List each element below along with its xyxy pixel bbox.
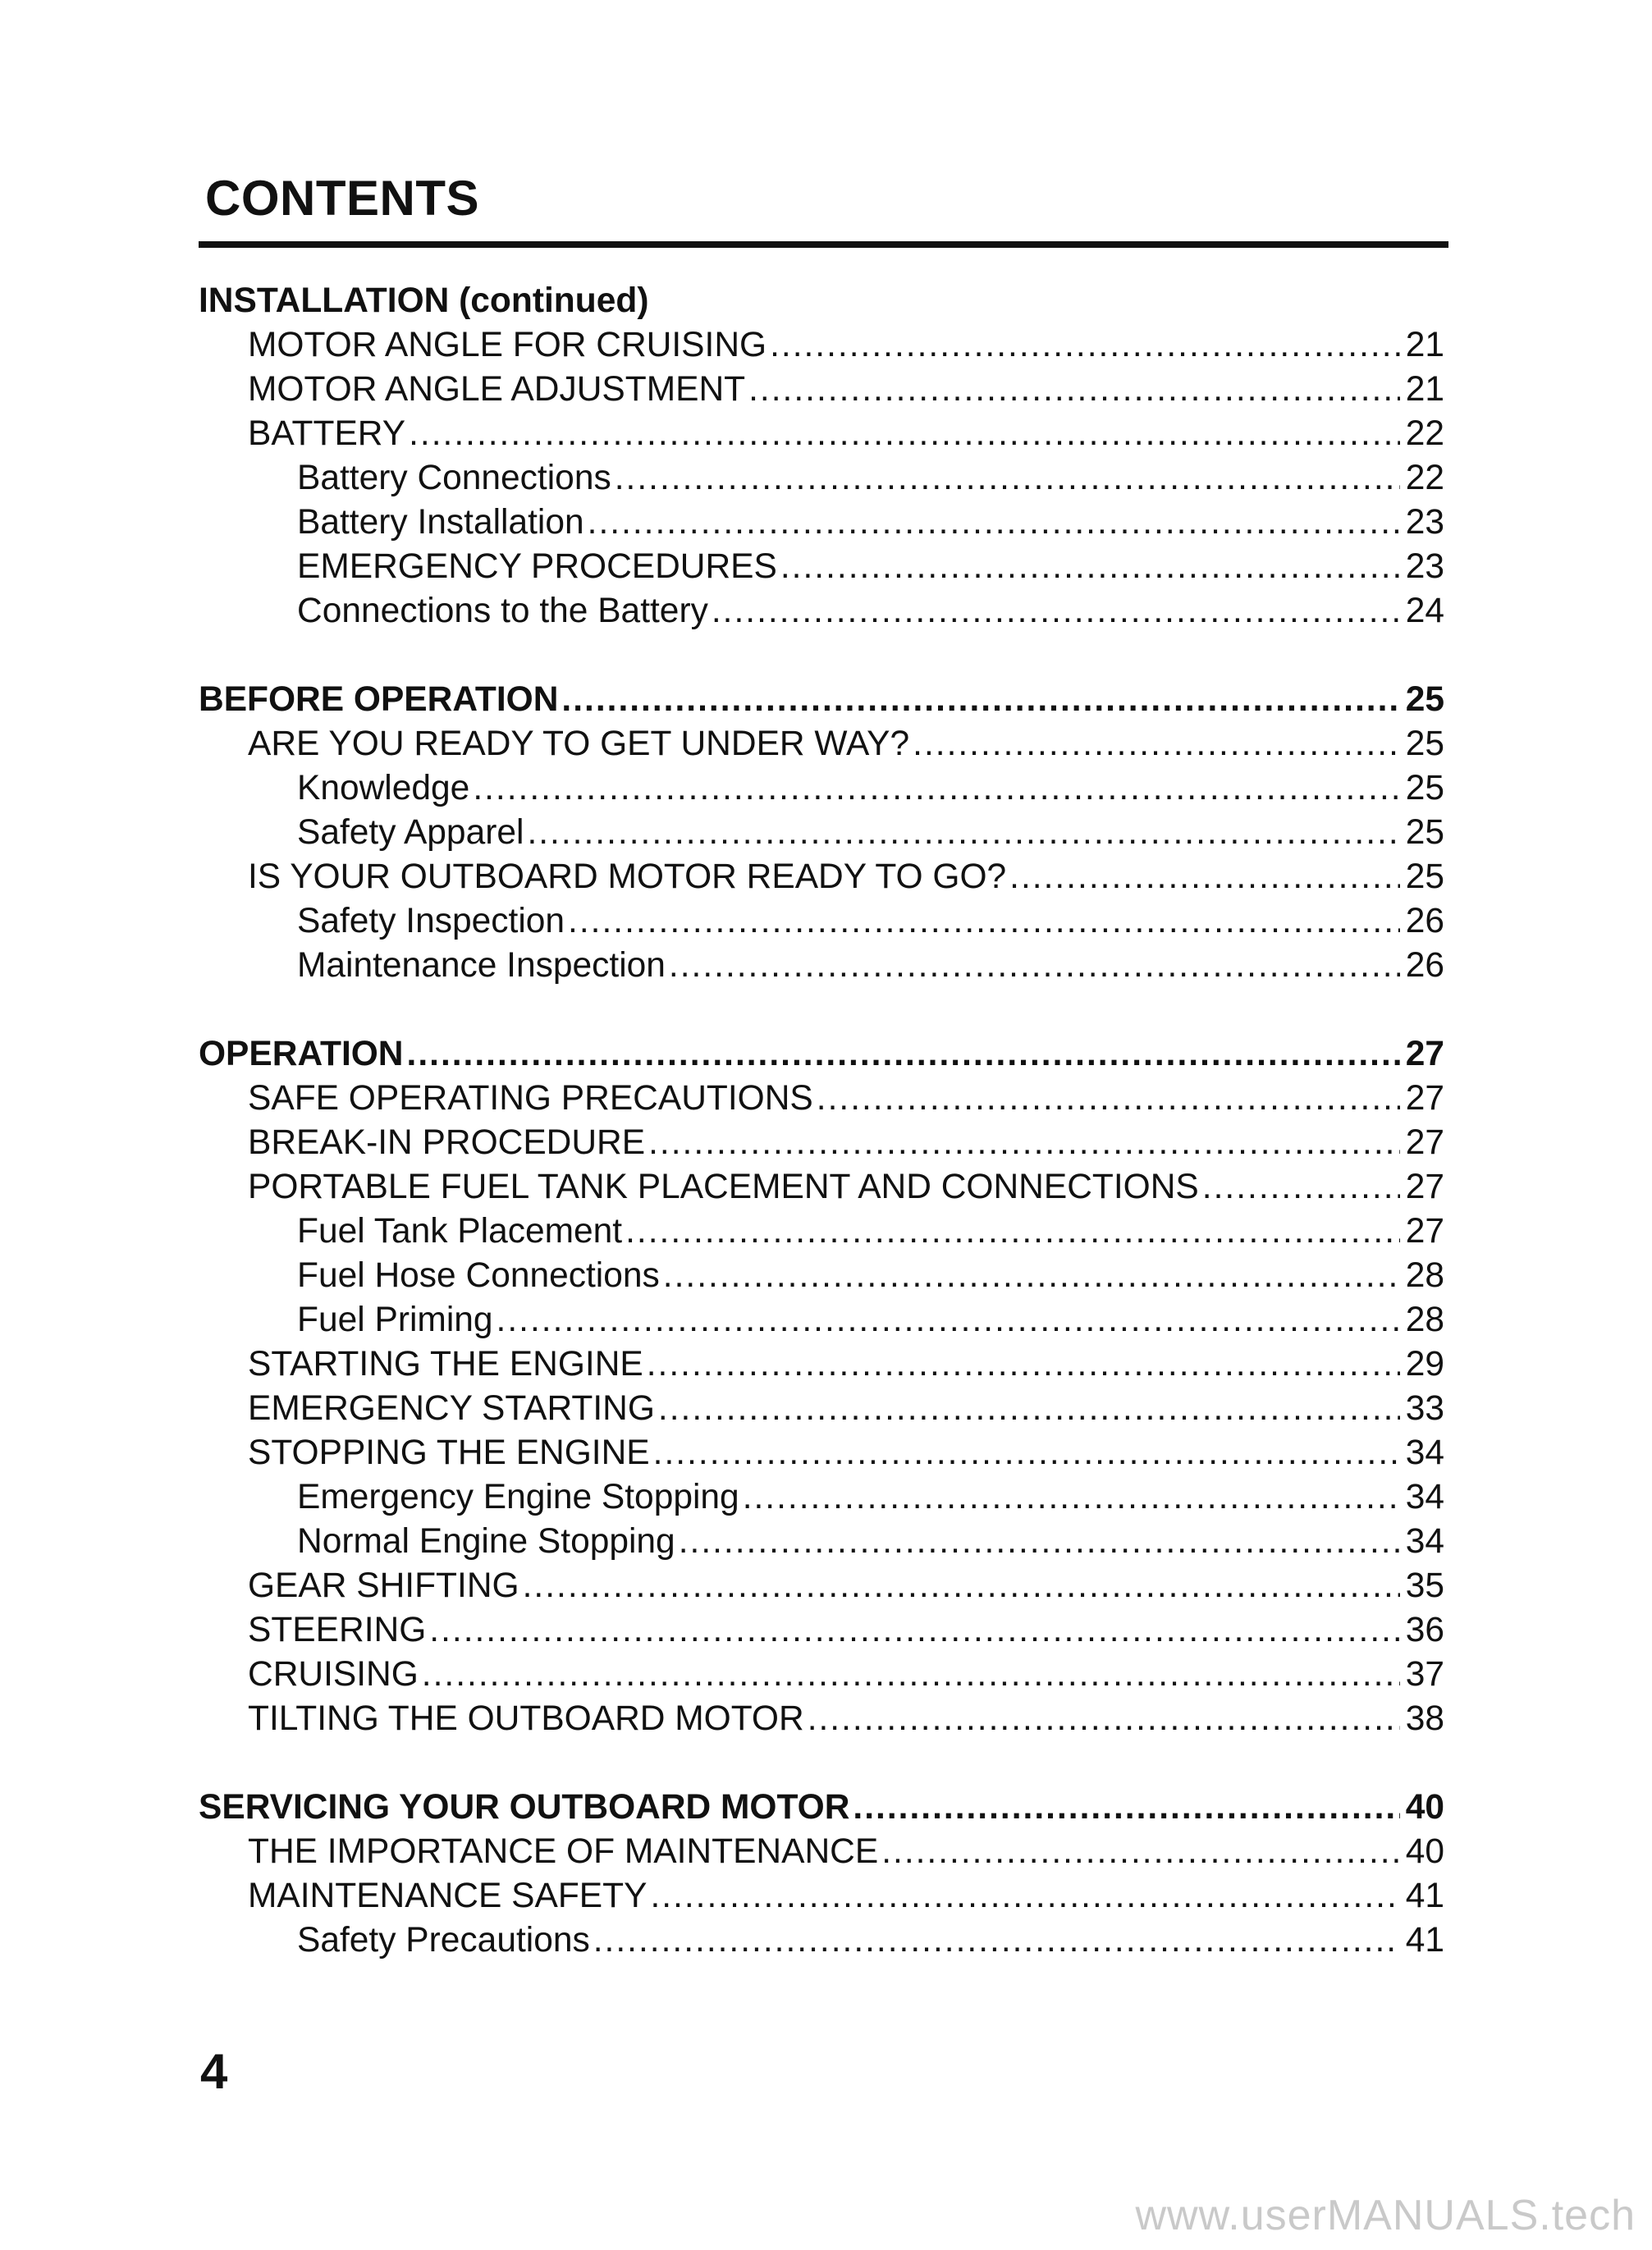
toc-entry-label: Fuel Hose Connections (297, 1256, 660, 1295)
toc-entry-page: 25 (1405, 769, 1444, 807)
dot-leader (1202, 1165, 1400, 1210)
watermark: www.userMANUALS.tech (1135, 2192, 1636, 2239)
toc-entry[interactable] (199, 1165, 1444, 1210)
toc-entry-label: Fuel Tank Placement (297, 1212, 623, 1251)
dot-leader (770, 323, 1400, 368)
toc-entry[interactable] (199, 1431, 1444, 1475)
toc-entry-label: MAINTENANCE SAFETY (248, 1877, 648, 1915)
toc-entry[interactable] (199, 944, 1444, 988)
toc-entry-page: 41 (1405, 1921, 1444, 1960)
toc-entry-label: Battery Connections (297, 459, 611, 497)
dot-leader (429, 1608, 1400, 1653)
dot-leader (808, 1697, 1400, 1741)
toc-entry-page: 24 (1405, 592, 1444, 630)
toc-entry-page: 27 (1405, 1079, 1444, 1118)
dot-leader (743, 1475, 1400, 1520)
toc-section-heading[interactable] (199, 279, 1444, 323)
toc-entry-label: BATTERY (248, 414, 406, 453)
dot-leader (853, 1786, 1400, 1830)
toc-entry-label: EMERGENCY STARTING (248, 1389, 655, 1428)
dot-leader (881, 1830, 1400, 1874)
toc-entry[interactable] (199, 1121, 1444, 1165)
toc-entry[interactable] (199, 501, 1444, 545)
dot-leader (653, 1431, 1400, 1475)
toc-entry-label: Knowledge (297, 769, 470, 807)
toc-entry-label: Normal Engine Stopping (297, 1522, 675, 1561)
toc-entry-label: IS YOUR OUTBOARD MOTOR READY TO GO? (248, 857, 1007, 896)
dot-leader (615, 456, 1400, 501)
toc-entry-label: EMERGENCY PROCEDURES (297, 547, 777, 586)
dot-leader (650, 1874, 1400, 1918)
dot-leader (669, 944, 1400, 988)
toc-entry-page: 36 (1405, 1611, 1444, 1649)
toc-entry-page: 23 (1405, 503, 1444, 542)
toc-entry-page: 40 (1405, 1832, 1444, 1871)
toc-entry[interactable] (199, 589, 1444, 633)
toc-entry-label: Safety Inspection (297, 902, 565, 940)
toc-entry-label: Connections to the Battery (297, 592, 708, 630)
toc-entry[interactable] (199, 1342, 1444, 1387)
toc-entry[interactable] (199, 766, 1444, 811)
dot-leader (658, 1387, 1400, 1431)
toc-entry-label: Battery Installation (297, 503, 584, 542)
toc-entry-page: 27 (1405, 1212, 1444, 1251)
toc-entry-label: OPERATION (199, 1035, 404, 1073)
toc-entry-page: 33 (1405, 1389, 1444, 1428)
dot-leader (497, 1298, 1400, 1342)
toc-entry[interactable] (199, 1697, 1444, 1741)
toc-entry-page: 25 (1405, 680, 1444, 719)
dot-leader (648, 1121, 1400, 1165)
section-spacer (199, 988, 1444, 1032)
dot-leader (712, 589, 1400, 633)
dot-leader (780, 545, 1400, 589)
toc-entry-page: 25 (1405, 813, 1444, 852)
dot-leader (663, 1254, 1400, 1298)
toc-entry-label: GEAR SHIFTING (248, 1566, 519, 1605)
toc-entry[interactable] (199, 456, 1444, 501)
section-spacer (199, 1741, 1444, 1786)
toc-entry-page: 41 (1405, 1877, 1444, 1915)
toc-entry[interactable] (199, 545, 1444, 589)
toc-entry-label: Maintenance Inspection (297, 946, 666, 985)
toc-entry[interactable] (199, 1210, 1444, 1254)
toc-entry-label: BREAK-IN PROCEDURE (248, 1123, 646, 1162)
toc-entry[interactable] (199, 323, 1444, 368)
dot-leader (588, 501, 1400, 545)
toc-entry-label: TILTING THE OUTBOARD MOTOR (248, 1699, 804, 1738)
toc-entry-page: 23 (1405, 547, 1444, 586)
dot-leader (568, 899, 1400, 944)
toc-entry[interactable] (199, 1874, 1444, 1918)
toc-entry-label: Emergency Engine Stopping (297, 1478, 739, 1516)
toc-section-heading[interactable] (199, 1032, 1444, 1077)
toc-entry-page: 38 (1405, 1699, 1444, 1738)
toc-entry-page: 27 (1405, 1168, 1444, 1206)
toc-entry-label: Safety Apparel (297, 813, 524, 852)
dot-leader (561, 678, 1400, 722)
dot-leader (1009, 855, 1400, 899)
toc-entry-label: STEERING (248, 1611, 427, 1649)
toc-entry[interactable] (199, 722, 1444, 766)
title-rule (199, 241, 1448, 248)
toc-entry-page: 35 (1405, 1566, 1444, 1605)
dot-leader (679, 1520, 1400, 1564)
toc-entry-page: 29 (1405, 1345, 1444, 1383)
toc-entry-page: 34 (1405, 1522, 1444, 1561)
toc-entry-page: 21 (1405, 370, 1444, 409)
toc-entry-page: 34 (1405, 1434, 1444, 1472)
toc-entry[interactable] (199, 855, 1444, 899)
toc-entry[interactable] (199, 1918, 1444, 1963)
toc-entry-page: 28 (1405, 1256, 1444, 1295)
toc-entry[interactable] (199, 368, 1444, 412)
toc-entry-label: Fuel Priming (297, 1301, 493, 1339)
section-spacer (199, 633, 1444, 678)
toc-entry[interactable] (199, 1475, 1444, 1520)
dot-leader (647, 1342, 1400, 1387)
dot-leader (748, 368, 1400, 412)
toc-entry-label: SAFE OPERATING PRECAUTIONS (248, 1079, 813, 1118)
toc-entry-label: INSTALLATION (continued) (199, 281, 649, 320)
toc-entry[interactable] (199, 1608, 1444, 1653)
toc-entry-page: 26 (1405, 902, 1444, 940)
toc-entry-label: CRUISING (248, 1655, 419, 1694)
page-number: 4 (200, 2044, 228, 2099)
toc-entry-label: SERVICING YOUR OUTBOARD MOTOR (199, 1788, 850, 1827)
toc-section-heading[interactable] (199, 1786, 1444, 1830)
dot-leader (409, 412, 1400, 456)
dot-leader (593, 1918, 1400, 1963)
toc-section-heading[interactable] (199, 678, 1444, 722)
toc-entry-page: 22 (1405, 459, 1444, 497)
toc-entry-label: MOTOR ANGLE FOR CRUISING (248, 326, 767, 364)
dot-leader (913, 722, 1400, 766)
dot-leader (422, 1653, 1400, 1697)
dot-leader (523, 1564, 1400, 1608)
toc-entry[interactable] (199, 1077, 1444, 1121)
toc-entry-page: 27 (1405, 1123, 1444, 1162)
toc-entry-page: 27 (1405, 1035, 1444, 1073)
toc-entry[interactable] (199, 899, 1444, 944)
toc-entry[interactable] (199, 1564, 1444, 1608)
toc-entry-page: 25 (1405, 857, 1444, 896)
toc-entry-label: STARTING THE ENGINE (248, 1345, 643, 1383)
toc-entry-page: 26 (1405, 946, 1444, 985)
toc-entry-page: 28 (1405, 1301, 1444, 1339)
toc-entry[interactable] (199, 1254, 1444, 1298)
toc-entry-label: BEFORE OPERATION (199, 680, 559, 719)
toc-entry[interactable] (199, 1298, 1444, 1342)
dot-leader (817, 1077, 1400, 1121)
toc-entry-page: 25 (1405, 725, 1444, 763)
page-title: CONTENTS (205, 171, 479, 226)
toc-entry[interactable] (199, 1830, 1444, 1874)
toc-entry-page: 34 (1405, 1478, 1444, 1516)
toc-entry[interactable] (199, 1387, 1444, 1431)
toc-entry[interactable] (199, 1520, 1444, 1564)
dot-leader (473, 766, 1400, 811)
toc-entry-label: ARE YOU READY TO GET UNDER WAY? (248, 725, 910, 763)
dot-leader (625, 1210, 1400, 1254)
toc-entry-label: STOPPING THE ENGINE (248, 1434, 650, 1472)
toc-entry-label: THE IMPORTANCE OF MAINTENANCE (248, 1832, 879, 1871)
toc-entry[interactable] (199, 412, 1444, 456)
toc-entry-label: PORTABLE FUEL TANK PLACEMENT AND CONNECTIONS (248, 1168, 1199, 1206)
toc-entry-page: 40 (1405, 1788, 1444, 1827)
toc-entry-label: MOTOR ANGLE ADJUSTMENT (248, 370, 746, 409)
toc-entry[interactable] (199, 1653, 1444, 1697)
toc-entry-page: 22 (1405, 414, 1444, 453)
toc-entry[interactable] (199, 811, 1444, 855)
table-of-contents (199, 279, 1444, 1963)
dot-leader (527, 811, 1400, 855)
dot-leader (407, 1032, 1400, 1077)
toc-entry-page: 37 (1405, 1655, 1444, 1694)
toc-entry-label: Safety Precautions (297, 1921, 590, 1960)
toc-entry-page: 21 (1405, 326, 1444, 364)
